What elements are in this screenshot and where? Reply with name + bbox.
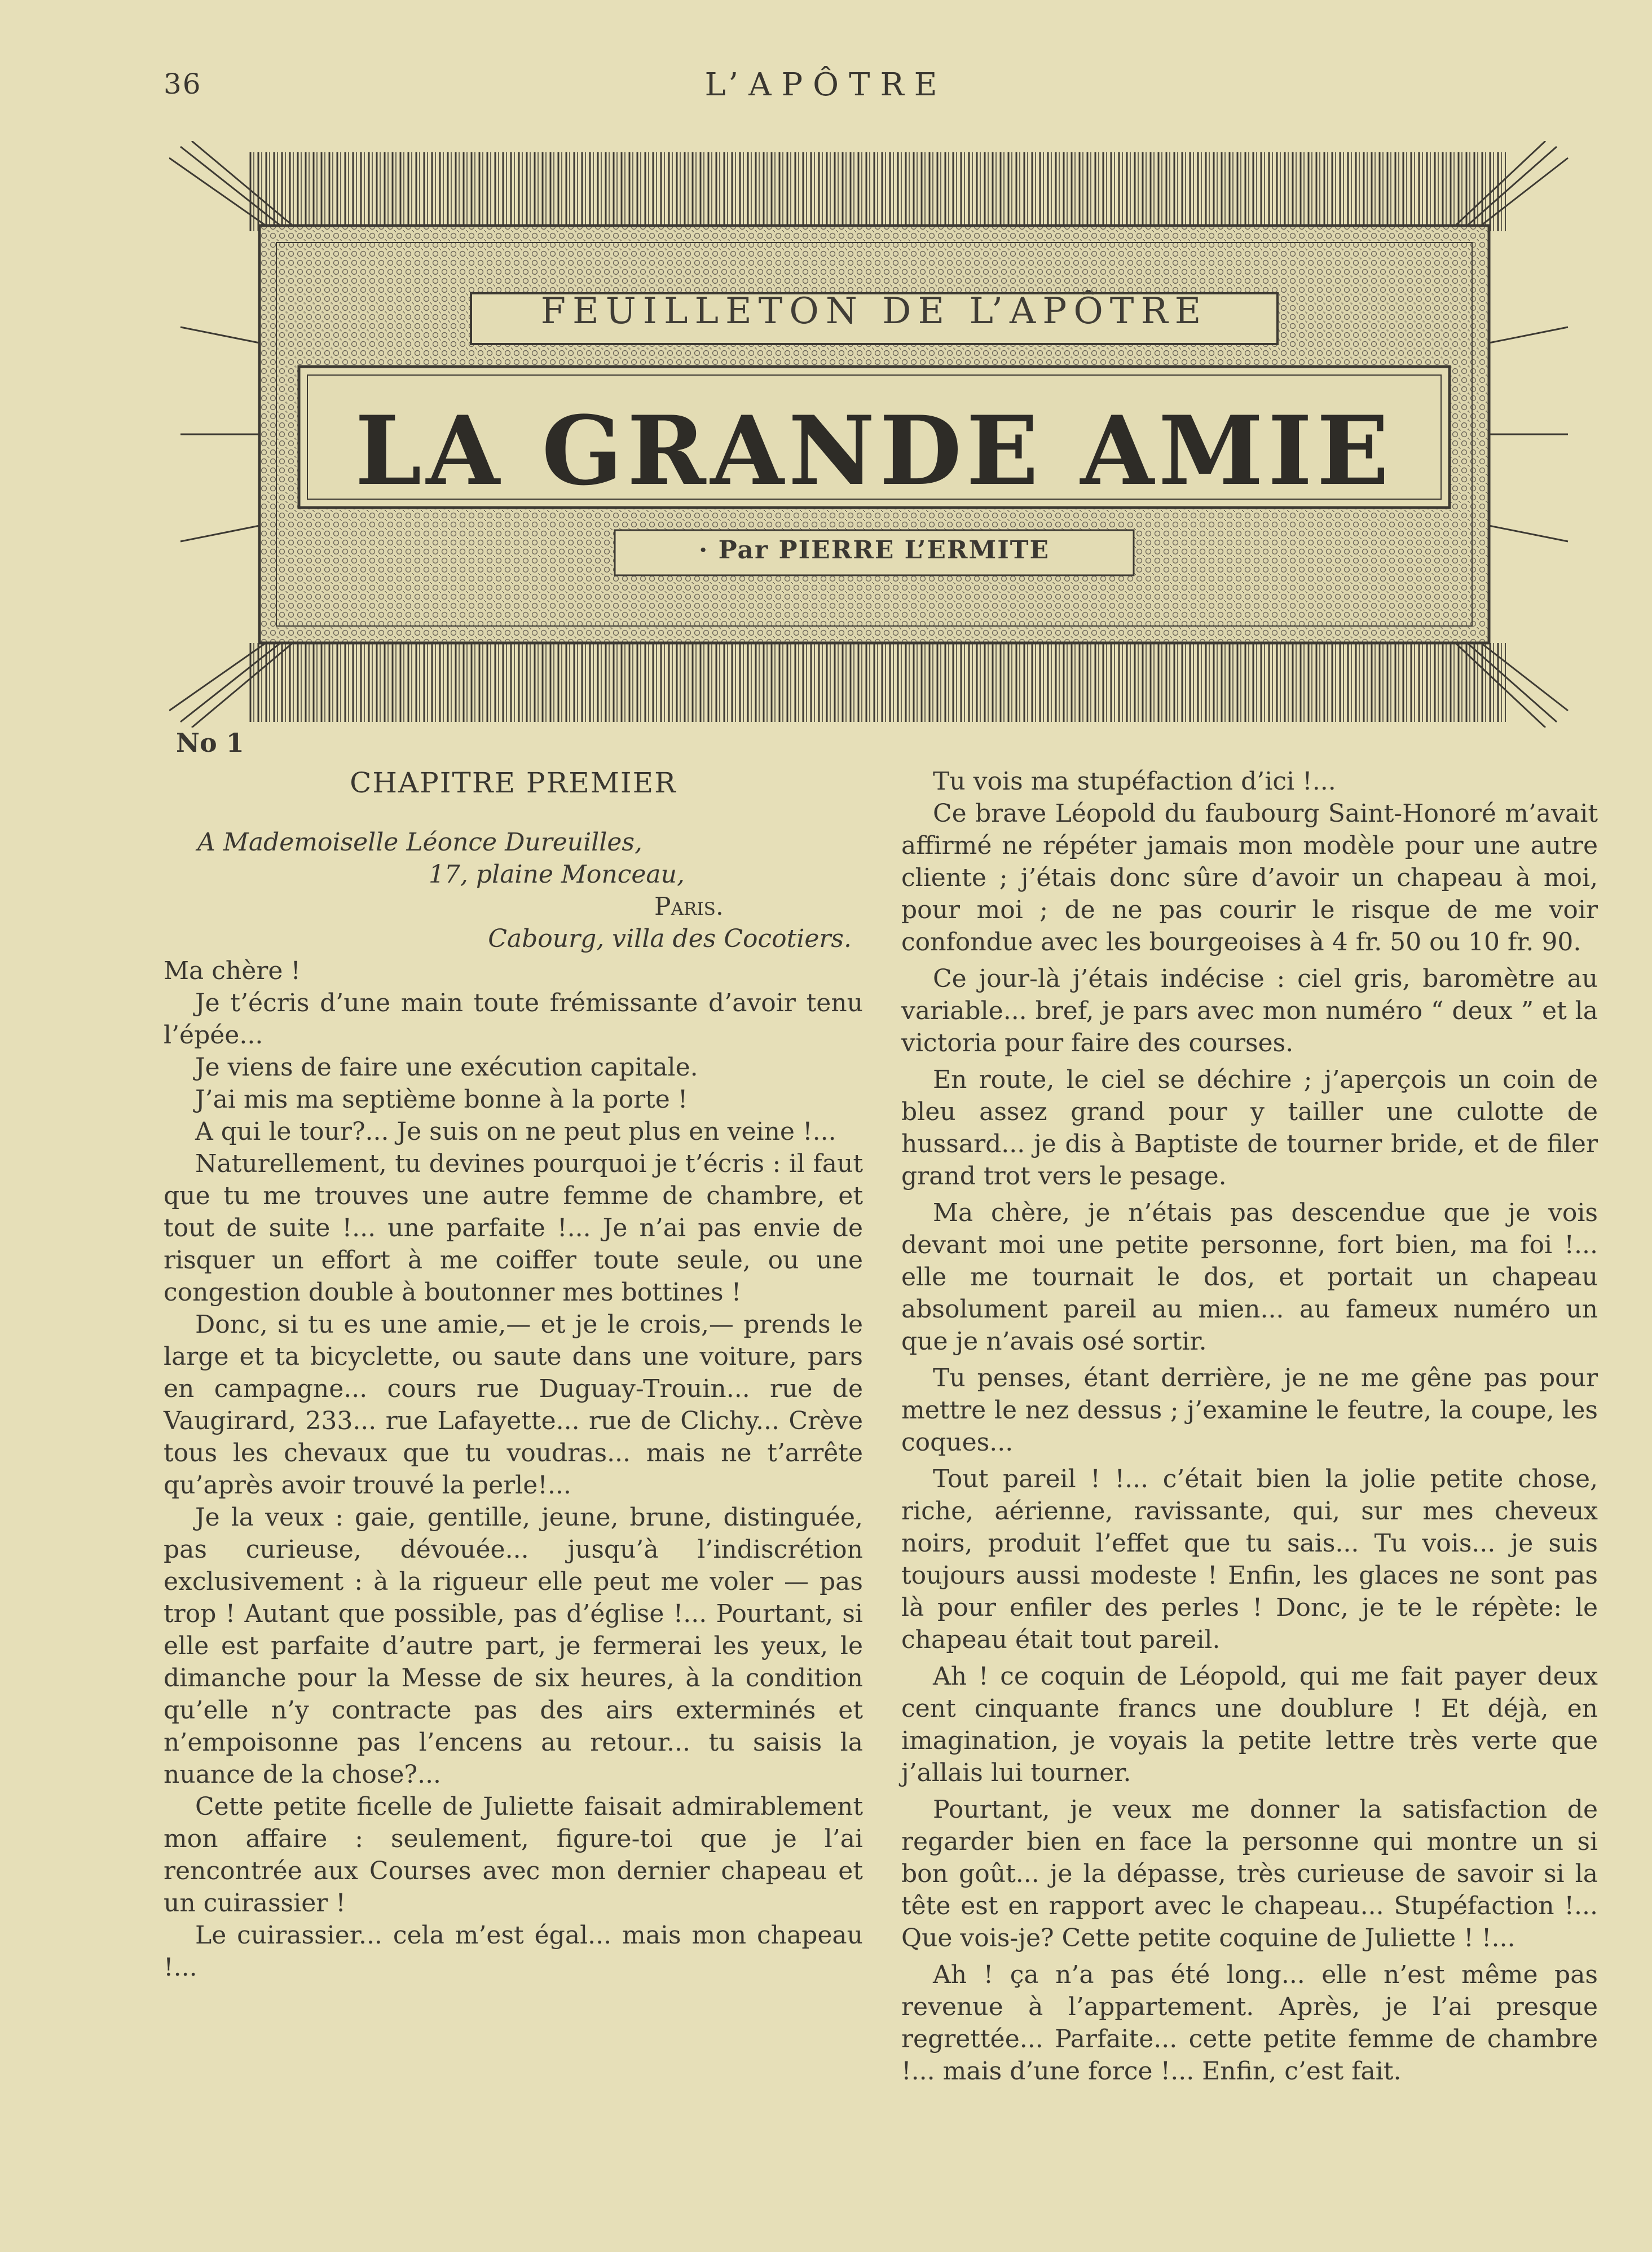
letter-sender-place: Cabourg, villa des Cocotiers. xyxy=(488,924,852,953)
paragraph: Ce jour-là j’étais indécise : ciel gris, baromètre au variable... bref, je pars avec mon numéro “ deux ” et la victoria pour faire des courses. xyxy=(901,964,1598,1057)
letter-addressee: A Mademoiselle Léonce Dureuilles, xyxy=(197,828,642,857)
page-number: 36 xyxy=(164,68,202,100)
paragraph: Pourtant, je veux me donner la satisfaction de regarder bien en face la personne qui montre un si bon goût... je la dépasse, très curieuse de savoir si la tête est en rapport avec le chapeau... Stupéfaction !... Que vois-je? Cette petite coquine de Juliette ! !... xyxy=(901,1795,1598,1953)
issue-number: No 1 xyxy=(176,728,244,758)
paragraph: Tu vois ma stupéfaction d’ici !... xyxy=(933,767,1336,796)
letter-city: Paris. xyxy=(654,892,724,921)
paragraph: Ah ! ce coquin de Léopold, qui me fait payer deux cent cinquante francs une doublure ! Et déjà, en imagination, je voyais la petite lettre très verte que j’allais lui tourner. xyxy=(901,1662,1598,1787)
paragraph: Le cuirassier... cela m’est égal... mais mon chapeau !... xyxy=(164,1921,863,1982)
right-column xyxy=(901,765,1598,2087)
left-column xyxy=(164,767,863,1984)
paragraph: Cette petite ficelle de Juliette faisait admirablement mon affaire : seulement, figure-toi que je l’ai rencontrée aux Courses avec mon dernier chapeau et un cuirassier ! xyxy=(164,1792,863,1918)
paragraph: J’ai mis ma septième bonne à la porte ! xyxy=(195,1085,688,1114)
running-title: L’APÔTRE xyxy=(704,67,948,103)
letter-salutation: Ma chère ! xyxy=(164,957,301,985)
feuilleton-banner xyxy=(169,141,1579,728)
letter-street: 17, plaine Monceau, xyxy=(429,860,685,889)
feuilleton-kicker: FEUILLETON DE L’APÔTRE xyxy=(540,290,1208,332)
serial-title: LA GRANDE AMIE xyxy=(355,395,1394,506)
paragraph: Donc, si tu es une amie,— et je le crois,— prends le large et ta bicyclette, ou saute dans une voiture, pars en campagne... cours rue Duguay-Trouin... rue de Vaugirard, 233... rue Lafayette... rue de Clichy... Crève tous les chevaux que tu voudras... mais ne t’arrête qu’après avoir trouvé la perle!... xyxy=(164,1310,863,1500)
paragraph: Naturellement, tu devines pourquoi je t’écris : il faut que tu me trouves une autre femme de chambre, et tout de suite !... une parfaite !... Je n’ai pas envie de risquer un effort à me coiffer toute seule, ou une congestion double à boutonner mes bottines ! xyxy=(164,1149,863,1307)
paragraph: Je la veux : gaie, gentille, jeune, brune, distinguée, pas curieuse, dévouée... jusqu’à l’indiscrétion exclusivement : à la rigueur elle peut me voler — pas trop ! Autant que possible, pas d’église !... Pourtant, si elle est parfaite d’autre part, je fermerai les yeux, le dimanche pour la Messe de six heures, à la condition qu’elle n’y contracte pas des airs exterminés et n’empoisonne pas l’encens au retour... tu saisis la nuance de la chose?... xyxy=(164,1503,863,1789)
paragraph: En route, le ciel se déchire ; j’aperçois un coin de bleu assez grand pour y tailler une culotte de hussard... je dis à Baptiste de tourner bride, et de filer grand trot vers le pesage. xyxy=(901,1065,1598,1191)
paragraph: Tu penses, étant derrière, je ne me gêne pas pour mettre le nez dessus ; j’examine le feutre, la coupe, les coques... xyxy=(901,1364,1598,1457)
paragraph: Je viens de faire une exécution capitale. xyxy=(195,1053,698,1082)
paragraph: Tout pareil ! !... c’était bien la jolie petite chose, riche, aérienne, ravissante, qui, sur mes cheveux noirs, produit l’effet que tu sais... Tu vois... je suis toujours aussi modeste ! Enfin, les glaces ne sont pas là pour enfiler des perles ! Donc, je te le répète: le chapeau était tout pareil. xyxy=(901,1465,1598,1654)
paragraph: Ah ! ça n’a pas été long... elle n’est même pas revenue à l’appartement. Après, je l’ai presque regrettée... Parfaite... cette petite femme de chambre !... mais d’une force !... Enfin, c’est fait. xyxy=(901,1960,1598,2086)
paragraph: Je t’écris d’une main toute frémissante d’avoir tenu l’épée... xyxy=(164,989,863,1050)
paragraph: A qui le tour?... Je suis on ne peut plus en veine !... xyxy=(195,1117,836,1146)
bottom-fringe xyxy=(248,643,1506,722)
author-byline: · Par PIERRE L’ERMITE xyxy=(698,536,1050,565)
paragraph: Ce brave Léopold du faubourg Saint-Honoré m’avait affirmé ne répéter jamais mon modèle pour une autre cliente ; j’étais donc sûre d’avoir un chapeau à moi, pour moi ; de ne pas courir le risque de me voir confondue avec les bourgeoises à 4 fr. 50 ou 10 fr. 90. xyxy=(901,799,1598,957)
chapter-title: CHAPITRE PREMIER xyxy=(350,766,677,799)
top-fringe xyxy=(248,152,1506,231)
paragraph: Ma chère, je n’étais pas descendue que je vois devant moi une petite personne, fort bien, ma foi !... elle me tournait le dos, et portait un chapeau absolument pareil au mien... au fameux numéro un que je n’avais osé sortir. xyxy=(901,1198,1598,1356)
